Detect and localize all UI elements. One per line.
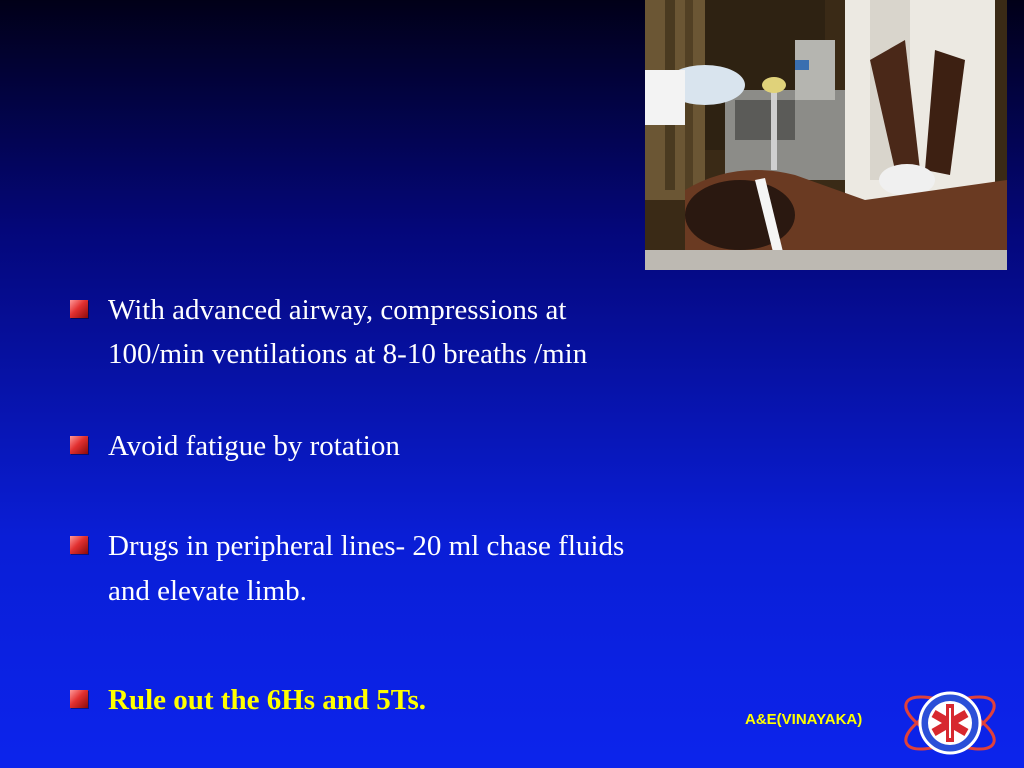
bullet-item-fatigue xyxy=(70,424,400,468)
red-square-bullet-icon xyxy=(70,300,88,318)
bullet-text: Drugs in peripheral lines- 20 ml chase fluids xyxy=(108,530,625,562)
cpr-photo xyxy=(645,0,1007,270)
bullet-text: Avoid fatigue by rotation xyxy=(108,430,400,462)
author-credit: A&E(VINAYAKA) xyxy=(745,711,863,728)
bullet-text-continued: 100/min ventilations at 8-10 breaths /min xyxy=(108,338,588,370)
bullet-text-continued: and elevate limb. xyxy=(108,575,307,607)
bullet-item-airway xyxy=(70,288,587,376)
bullet-item-rule-out xyxy=(70,678,426,722)
bullet-text: With advanced airway, compressions at xyxy=(108,294,567,326)
bullet-text-highlighted: Rule out the 6Hs and 5Ts. xyxy=(108,684,427,716)
cpr-photo-image xyxy=(645,0,1007,270)
bullet-item-drugs xyxy=(70,524,624,614)
red-square-bullet-icon xyxy=(70,536,88,554)
red-square-bullet-icon xyxy=(70,690,88,708)
red-square-bullet-icon xyxy=(70,436,88,454)
emergency-star-of-life-logo-icon xyxy=(900,680,1000,766)
